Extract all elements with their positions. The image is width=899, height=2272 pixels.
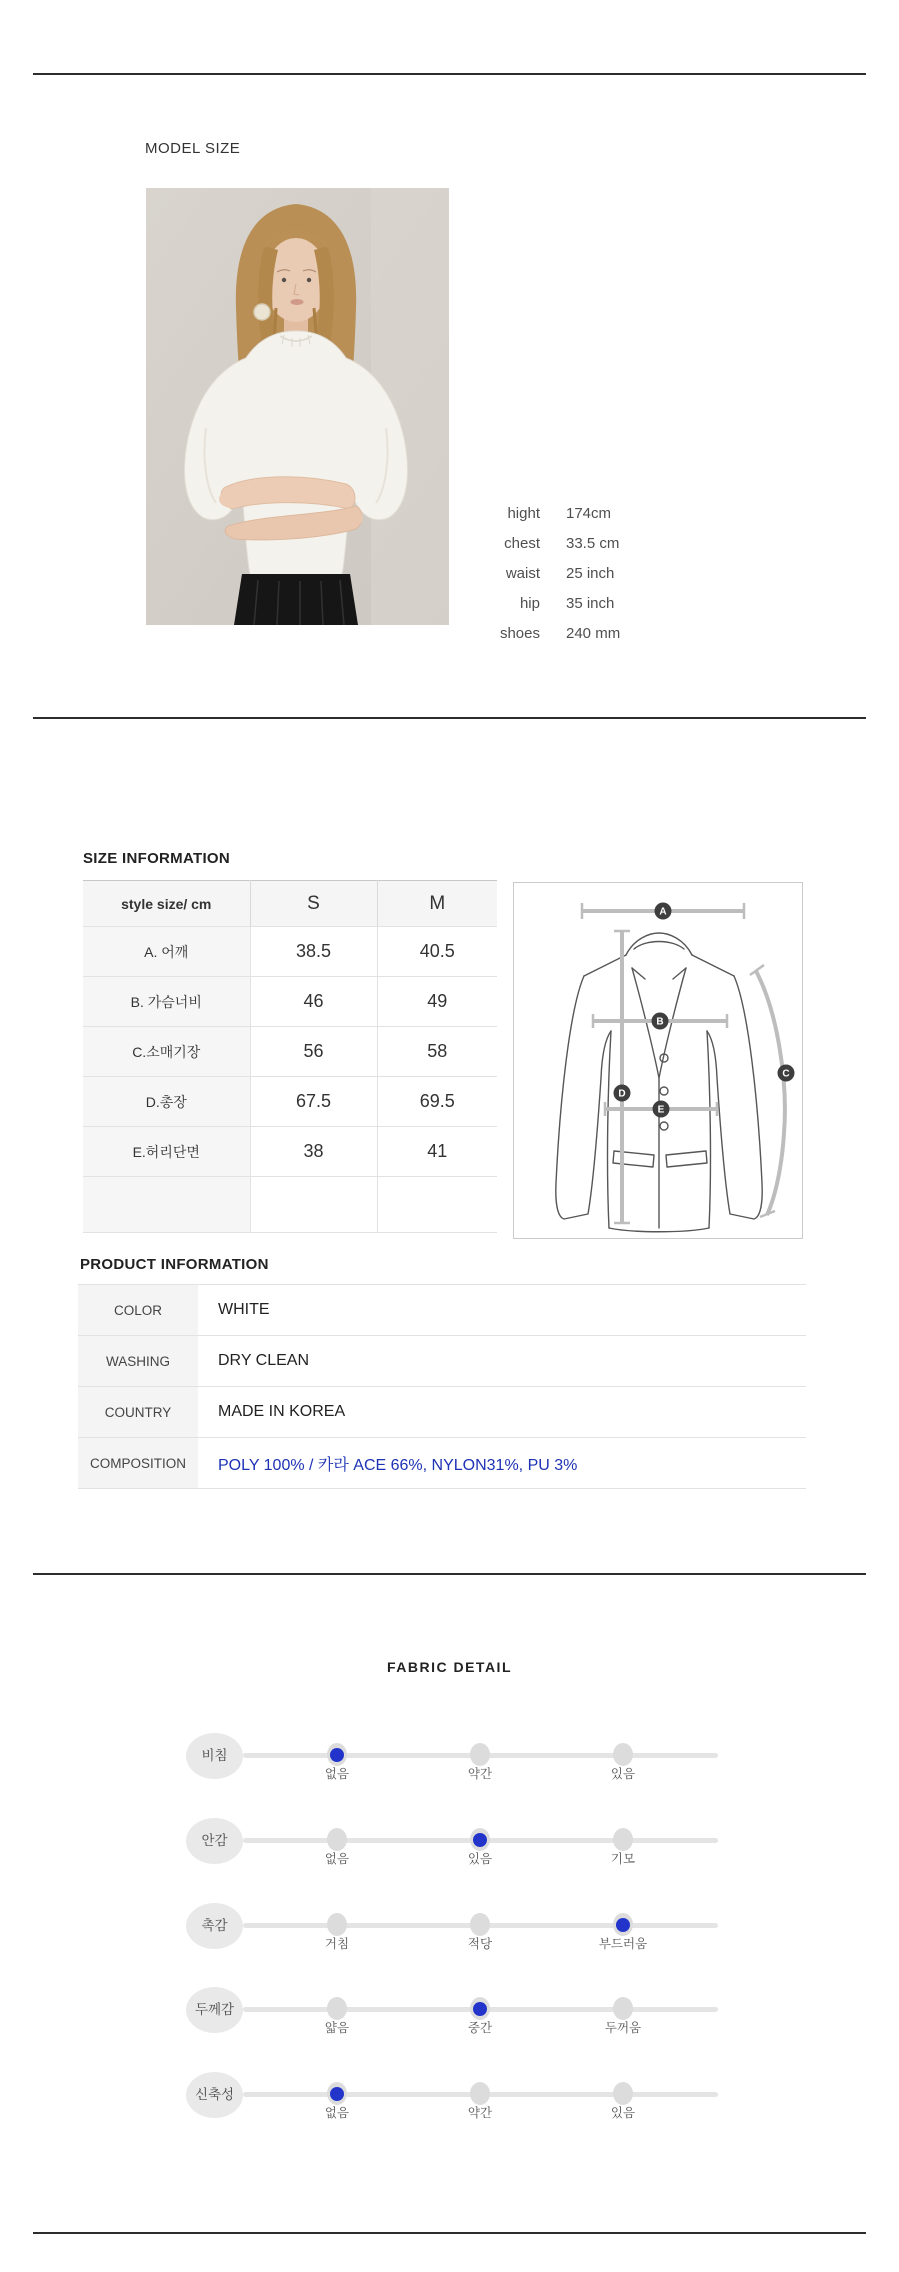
fabric-scale-dot xyxy=(613,1743,633,1766)
fabric-option-label: 없음 xyxy=(324,1852,350,1866)
fabric-scale-dot xyxy=(470,2082,490,2105)
table-row xyxy=(83,927,497,977)
fabric-scale-dot xyxy=(470,1997,490,2020)
stat-value: 174cm xyxy=(566,504,612,522)
table-row xyxy=(78,1336,806,1387)
fabric-option-label: 있음 xyxy=(610,2106,636,2120)
size-diagram-box xyxy=(513,882,803,1239)
size-table-header: style size/ cm xyxy=(83,881,250,927)
stat-row xyxy=(420,558,620,588)
fabric-scale-dot xyxy=(327,1743,347,1766)
fabric-option-label: 중간 xyxy=(467,2021,493,2035)
size-value-m: 40.5 xyxy=(377,927,497,977)
fabric-option-label: 적당 xyxy=(467,1937,493,1951)
size-row-label: A. 어깨 xyxy=(83,927,250,977)
size-value-m: 58 xyxy=(377,1027,497,1077)
fabric-option-label: 약간 xyxy=(467,1767,493,1781)
fabric-property-badge: 신축성 xyxy=(186,2072,243,2118)
diagram-badge-a: A xyxy=(659,906,667,918)
size-row-label: C.소매기장 xyxy=(83,1027,250,1077)
table-row xyxy=(83,977,497,1027)
size-table-header-m: M xyxy=(377,881,497,927)
model-measurements xyxy=(420,498,620,648)
diagram-badge-c: C xyxy=(782,1068,790,1080)
stat-value: 33.5 cm xyxy=(566,534,620,552)
product-information-heading: PRODUCT INFORMATION xyxy=(80,1256,269,1273)
table-row xyxy=(78,1387,806,1438)
diagram-badge-e: E xyxy=(657,1104,665,1116)
size-row-label: B. 가슴너비 xyxy=(83,977,250,1027)
size-table-header-row xyxy=(83,881,497,927)
stat-label: hight xyxy=(507,504,540,522)
divider-top xyxy=(33,73,866,75)
model-photo xyxy=(146,188,449,625)
diagram-badge-d: D xyxy=(618,1088,626,1100)
size-value-m: 49 xyxy=(377,977,497,1027)
fabric-scale-dot xyxy=(613,2082,633,2105)
fabric-option-label: 없음 xyxy=(324,1767,350,1781)
fabric-scale-dot xyxy=(470,1743,490,1766)
size-information-heading: SIZE INFORMATION xyxy=(83,850,231,867)
size-table xyxy=(83,880,497,1233)
fabric-option-label: 부드러움 xyxy=(598,1937,648,1951)
stat-value: 35 inch xyxy=(566,594,615,612)
fabric-row-thickness xyxy=(0,1987,899,2051)
fabric-option-label: 있음 xyxy=(467,1852,493,1866)
fabric-option-label: 약간 xyxy=(467,2106,493,2120)
product-row-label: COUNTRY xyxy=(78,1387,198,1438)
product-row-value: DRY CLEAN xyxy=(198,1336,806,1387)
product-row-label: COLOR xyxy=(78,1285,198,1336)
fabric-scale-dot xyxy=(327,2082,347,2105)
fabric-row-stretch xyxy=(0,2072,899,2136)
fabric-row-texture xyxy=(0,1903,899,1967)
fabric-property-badge: 안감 xyxy=(186,1818,243,1864)
stat-row xyxy=(420,618,620,648)
stat-label: hip xyxy=(519,594,540,612)
product-row-value: MADE IN KOREA xyxy=(198,1387,806,1438)
fabric-option-label: 얇음 xyxy=(324,2021,350,2035)
table-row-empty xyxy=(83,1177,497,1233)
fabric-scale-dot xyxy=(327,1828,347,1851)
size-row-label: E.허리단면 xyxy=(83,1127,250,1177)
table-row xyxy=(78,1285,806,1336)
size-row-label: D.총장 xyxy=(83,1077,250,1127)
size-value-s: 38 xyxy=(250,1127,377,1177)
fabric-option-label: 있음 xyxy=(610,1767,636,1781)
product-info-table xyxy=(78,1284,806,1489)
model-photo-illustration xyxy=(146,188,449,625)
divider-model-size xyxy=(33,717,866,719)
fabric-option-label: 기모 xyxy=(610,1852,636,1866)
stat-row xyxy=(420,498,620,528)
fabric-property-badge: 두께감 xyxy=(186,1987,243,2033)
fabric-scale-dot xyxy=(327,1997,347,2020)
fabric-scale-dot xyxy=(470,1913,490,1936)
product-row-label: WASHING xyxy=(78,1336,198,1387)
fabric-option-label: 두꺼움 xyxy=(604,2021,642,2035)
size-value-s: 38.5 xyxy=(250,927,377,977)
fabric-option-label: 거침 xyxy=(324,1937,350,1951)
fabric-option-label: 없음 xyxy=(324,2106,350,2120)
stat-row xyxy=(420,588,620,618)
stat-label: chest xyxy=(504,534,540,552)
fabric-scale-dot xyxy=(327,1913,347,1936)
fabric-scale-dot xyxy=(470,1828,490,1851)
fabric-property-badge: 비침 xyxy=(186,1733,243,1779)
table-row xyxy=(83,1077,497,1127)
product-row-label: COMPOSITION xyxy=(78,1438,198,1489)
size-table-header-s: S xyxy=(250,881,377,927)
fabric-scale-dot xyxy=(613,1997,633,2020)
fabric-row-lining xyxy=(0,1818,899,1882)
size-value-s: 56 xyxy=(250,1027,377,1077)
size-value-s: 67.5 xyxy=(250,1077,377,1127)
fabric-scale-dot xyxy=(613,1913,633,1936)
size-value-s: 46 xyxy=(250,977,377,1027)
fabric-row-sheerness xyxy=(0,1733,899,1797)
stat-row xyxy=(420,528,620,558)
stat-value: 25 inch xyxy=(566,564,615,582)
fabric-property-badge: 촉감 xyxy=(186,1903,243,1949)
model-size-heading: MODEL SIZE xyxy=(145,140,241,157)
fabric-detail-heading: FABRIC DETAIL xyxy=(386,1659,512,1675)
table-row xyxy=(83,1127,497,1177)
table-row xyxy=(83,1027,497,1077)
divider-product-fabric xyxy=(33,1573,866,1575)
diagram-badge-b: B xyxy=(656,1016,664,1028)
table-row xyxy=(78,1438,806,1489)
size-value-m: 69.5 xyxy=(377,1077,497,1127)
stat-label: waist xyxy=(505,564,540,582)
jacket-measurement-diagram xyxy=(514,883,802,1238)
divider-bottom xyxy=(33,2232,866,2234)
product-row-value: WHITE xyxy=(198,1285,806,1336)
stat-label: shoes xyxy=(499,624,540,642)
stat-value: 240 mm xyxy=(566,624,621,642)
size-value-m: 41 xyxy=(377,1127,497,1177)
fabric-scale-dot xyxy=(613,1828,633,1851)
product-composition-value: POLY 100% / 카라 ACE 66%, NYLON31%, PU 3% xyxy=(198,1438,806,1489)
